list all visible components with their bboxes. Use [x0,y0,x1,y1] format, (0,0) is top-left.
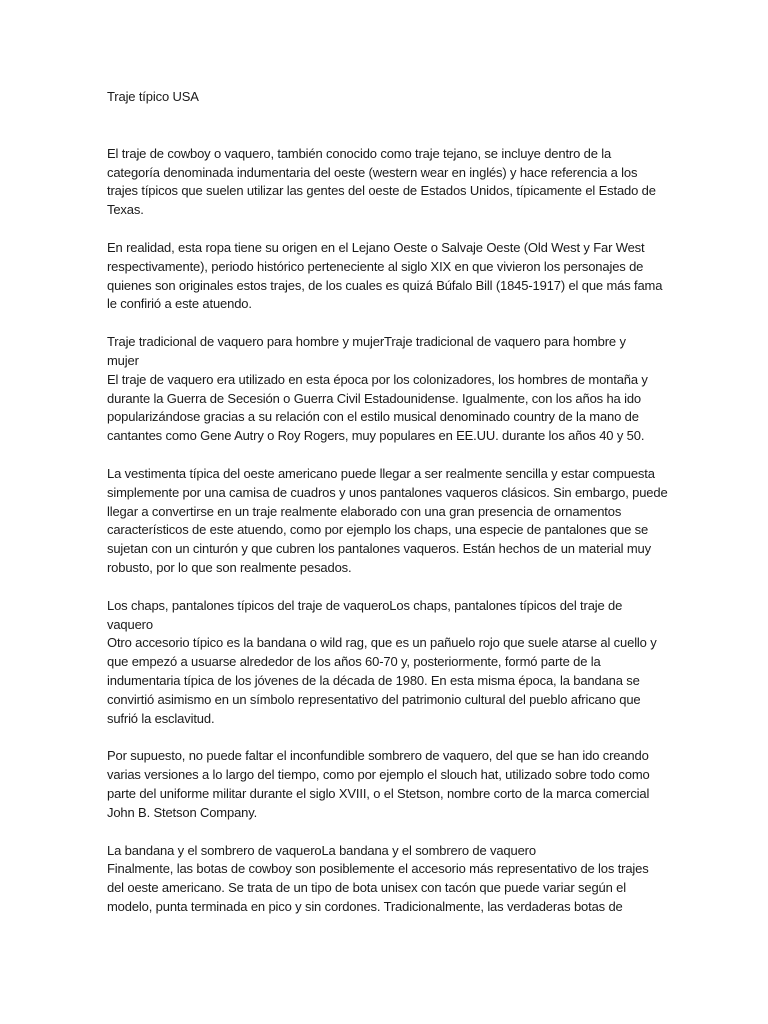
paragraph-line: sufrió la esclavitud. [107,710,215,726]
paragraph-line: característicos de este atuendo, como por ejemplo los chaps, una especie de pantalones que se [107,522,649,538]
paragraph-list [107,145,668,917]
paragraph-line: que empezó a usuarse alrededor de los años 60-70 y, posteriormente, formó parte de la [107,654,601,670]
paragraph-line: indumentaria típica de los jóvenes de la década de 1980. En esta misma época, la bandana se [107,672,640,688]
paragraph [107,747,662,822]
paragraph-line: El traje de cowboy o vaquero, también conocido como traje tejano, se incluye dentro de la [107,145,612,161]
paragraph-line: quienes son originales estos trajes, de los cuales es quizá Búfalo Bill (1845-1917) el que más fama [107,277,663,293]
paragraph-line: durante la Guerra de Secesión o Guerra Civil Estadounidense. Igualmente, con los años ha ido [107,390,641,406]
paragraph-line: llegar a convertirse en un traje realmente elaborado con una gran presencia de ornamentos [107,503,622,519]
paragraph [107,145,662,220]
paragraph-line: vaquero [107,616,153,632]
paragraph [107,333,662,446]
document-body [107,88,668,936]
paragraph-line: cantantes como Gene Autry o Roy Rogers, muy populares en EE.UU. durante los años 40 y 50. [107,428,645,444]
document-title: Traje típico USA [107,89,199,104]
paragraph-line: respectivamente), periodo histórico perteneciente al siglo XIX en que vivieron los personajes de [107,258,644,274]
paragraph [107,239,662,314]
paragraph-line: sujetan con un cinturón y que cubren los pantalones vaqueros. Están hechos de un material muy [107,541,651,557]
paragraph-line: varias versiones a lo largo del tiempo, como por ejemplo el slouch hat, utilizado sobre todo como [107,767,650,783]
paragraph-line: popularizándose gracias a su relación con el estilo musical denominado country de la mano de [107,409,639,425]
paragraph-line: John B. Stetson Company. [107,804,258,820]
paragraph [107,465,668,578]
paragraph-line: Finalmente, las botas de cowboy son posiblemente el accesorio más representativo de los trajes [107,861,649,877]
paragraph-line: simplemente por una camisa de cuadros y unos pantalones vaqueros clásicos. Sin embargo, puede [107,484,668,500]
paragraph-line: El traje de vaquero era utilizado en esta época por los colonizadores, los hombres de montaña y [107,371,648,387]
paragraph-line: trajes típicos que suelen utilizar las gentes del oeste de Estados Unidos, típicamente el Estado de [107,183,656,199]
paragraph-line: La vestimenta típica del oeste americano puede llegar a ser realmente sencilla y estar compuesta [107,465,655,481]
paragraph-line: parte del uniforme militar durante el siglo XVIII, o el Stetson, nombre corto de la marca comercial [107,785,650,801]
paragraph-line: Texas. [107,202,144,218]
paragraph-line: categoría denominada indumentaria del oeste (western wear en inglés) y hace referencia a los [107,164,638,180]
paragraph-line: Por supuesto, no puede faltar el inconfundible sombrero de vaquero, del que se han ido creando [107,748,649,764]
paragraph-line: Los chaps, pantalones típicos del traje de vaqueroLos chaps, pantalones típicos del traje de [107,597,623,613]
paragraph-line: convirtió asimismo en un símbolo representativo del patrimonio cultural del pueblo africano que [107,691,641,707]
paragraph-line: mujer [107,352,139,368]
paragraph-line: Otro accesorio típico es la bandana o wild rag, que es un pañuelo rojo que suele atarse al cuello y [107,635,657,651]
paragraph-line: modelo, punta terminada en pico y sin cordones. Tradicionalmente, las verdaderas botas de [107,898,623,914]
paragraph [107,842,662,917]
paragraph-line: robusto, por lo que son realmente pesados. [107,559,352,575]
paragraph [107,597,662,729]
paragraph-line: Traje tradicional de vaquero para hombre y mujerTraje tradicional de vaquero para hombre y [107,334,626,350]
paragraph-line: En realidad, esta ropa tiene su origen en el Lejano Oeste o Salvaje Oeste (Old West y Far West [107,239,645,255]
paragraph-line: del oeste americano. Se trata de un tipo de bota unisex con tacón que puede variar según el [107,880,626,896]
paragraph-line: La bandana y el sombrero de vaqueroLa bandana y el sombrero de vaquero [107,842,536,858]
paragraph-line: le confirió a este atuendo. [107,296,252,312]
